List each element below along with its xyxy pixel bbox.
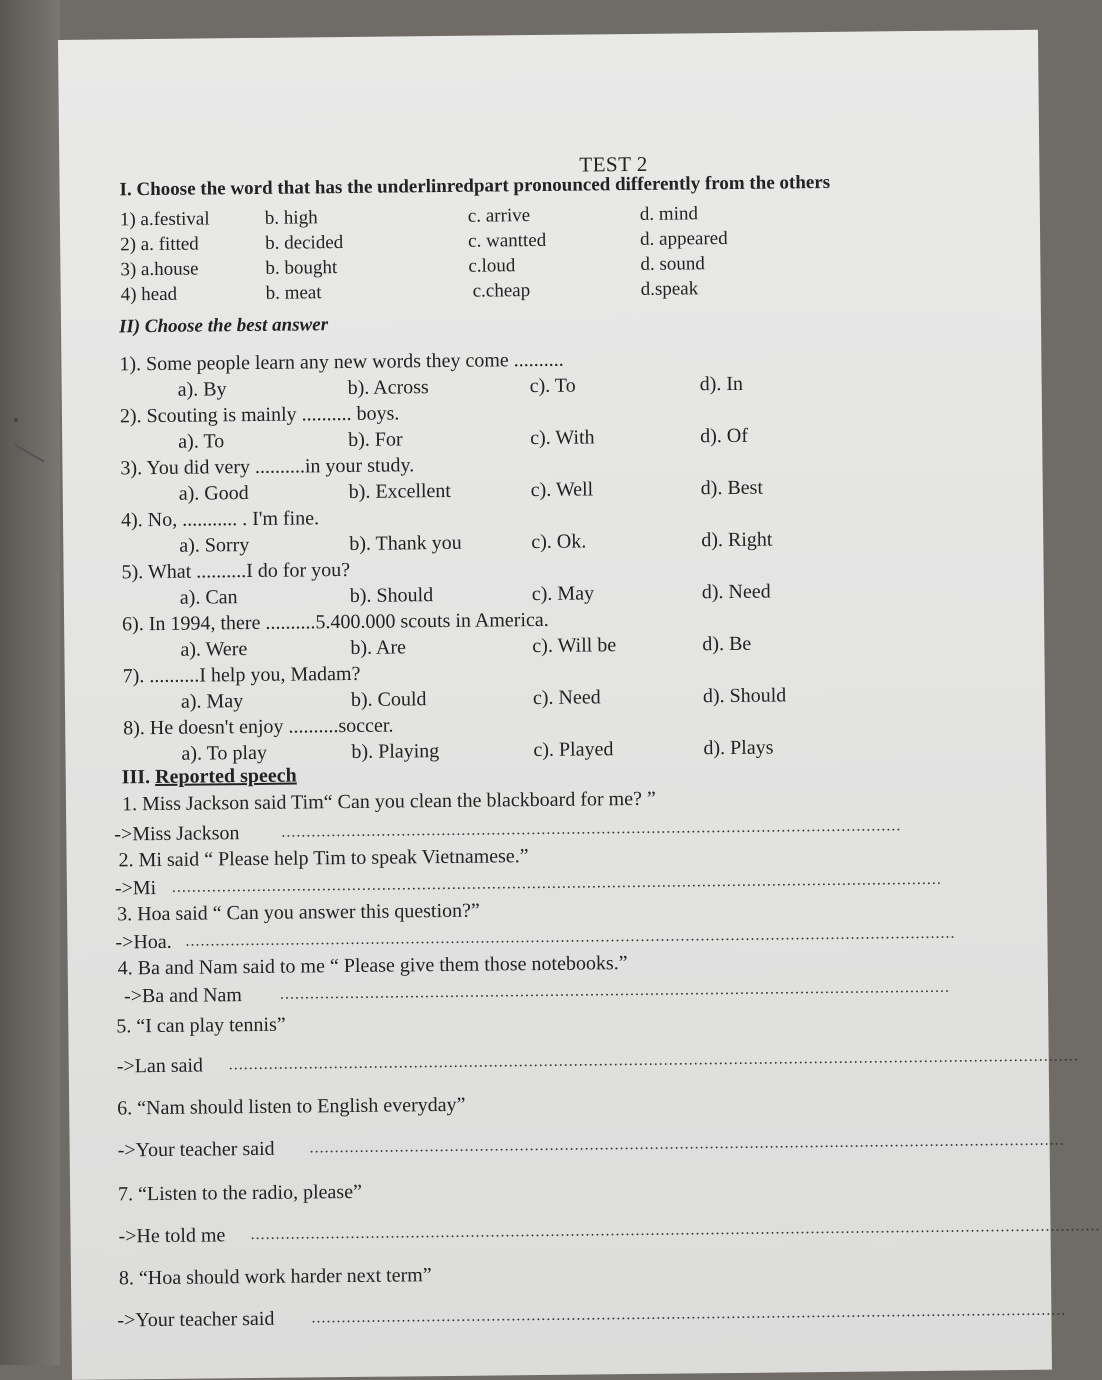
section-3-number: III. [121, 766, 151, 789]
option-d: d.speak [640, 278, 699, 300]
answer-c[interactable]: c). Will be [532, 634, 617, 658]
section-3-heading [122, 765, 297, 790]
answer-d[interactable]: d). Best [700, 476, 764, 500]
sentence: 5. “I can play tennis” [116, 1013, 286, 1038]
answer-b[interactable]: b). Are [350, 636, 407, 659]
option-d: d. mind [639, 203, 699, 225]
option-b: b. high [264, 207, 318, 229]
answer-blank[interactable]: .......................................................................................................................................................... [171, 870, 942, 896]
answer-prompt: ->He told me [118, 1224, 226, 1248]
section-2-heading: II) Choose the best answer [118, 314, 329, 338]
section-1-heading: I. Choose the word that has the underlinredpart pronounced differently from the others [119, 171, 831, 201]
answer-d[interactable]: d). Need [701, 580, 771, 604]
option-c: c.loud [468, 255, 516, 277]
question: 7). ..........I help you, Madam? [122, 662, 361, 688]
answer-d[interactable]: d). Of [700, 424, 749, 448]
answer-blank[interactable]: ....................................................................................................................................................... [309, 1131, 1065, 1157]
option-a: 3) a.house [120, 258, 199, 281]
answer-b[interactable]: b). Should [349, 584, 434, 607]
answer-b[interactable]: b). Playing [351, 740, 440, 763]
answer-blank[interactable]: .......................................................................................................................................................................... [228, 1047, 1079, 1074]
answer-d[interactable]: d). Should [702, 684, 787, 708]
answer-a[interactable]: a). Good [178, 482, 249, 505]
answer-b[interactable]: b). For [348, 428, 403, 451]
option-d: d. appeared [640, 227, 728, 250]
question: 6). In 1994, there ..........5.400.000 scouts in America. [122, 608, 549, 636]
answer-a[interactable]: a). Were [180, 638, 248, 661]
answer-c[interactable]: c). To [529, 374, 576, 398]
left-shadow [0, 0, 60, 1365]
answer-prompt: ->Miss Jackson [114, 822, 240, 846]
answer-c[interactable]: c). Need [532, 686, 601, 710]
answer-blank[interactable]: ....................................................................................................................................................... [311, 1301, 1067, 1327]
answer-a[interactable]: a). Can [179, 586, 238, 609]
sentence: 7. “Listen to the radio, please” [117, 1180, 363, 1206]
answer-b[interactable]: b). Thank you [349, 531, 462, 555]
option-a: 2) a. fitted [120, 233, 199, 256]
answer-prompt: ->Ba and Nam [123, 984, 243, 1008]
answer-prompt: ->Your teacher said [117, 1137, 275, 1162]
option-d: d. sound [640, 253, 705, 275]
answer-prompt: ->Lan said [116, 1054, 204, 1078]
question: 5). What ..........I do for you? [121, 558, 351, 584]
option-b: b. bought [265, 257, 338, 279]
answer-c[interactable]: c). With [530, 426, 595, 450]
answer-c[interactable]: c). Played [533, 738, 614, 762]
worksheet-page [58, 30, 1101, 1380]
answer-blank[interactable]: .......................................................................................................................................................... [185, 924, 956, 950]
answer-prompt: ->Mi [114, 877, 157, 900]
question: 8). He doesn't enjoy ..........soccer. [123, 714, 394, 740]
answer-blank[interactable]: .......................................................................................................................................................................... [250, 1217, 1101, 1244]
option-c: c. arrive [467, 205, 531, 227]
option-a: 1) a.festival [119, 208, 210, 231]
pencil-dot [14, 418, 18, 422]
answer-prompt: ->Your teacher said [117, 1307, 275, 1332]
section-3-title: Reported speech [154, 764, 297, 789]
option-a: 4) head [120, 283, 178, 306]
option-b: b. decided [265, 232, 344, 254]
answer-a[interactable]: a). To play [181, 741, 268, 765]
answer-b[interactable]: b). Excellent [348, 479, 452, 503]
sentence: 1. Miss Jackson said Tim“ Can you clean the blackboard for me? ” [121, 787, 656, 816]
answer-b[interactable]: b). Could [350, 688, 427, 711]
answer-a[interactable]: a). May [180, 690, 244, 713]
option-c: c.cheap [472, 280, 531, 302]
question: 3). You did very ..........in your study. [120, 454, 415, 480]
sentence: 8. “Hoa should work harder next term” [118, 1264, 432, 1290]
sentence: 3. Hoa said “ Can you answer this question?” [117, 899, 480, 926]
question: 4). No, ........... . I'm fine. [120, 507, 320, 532]
sentence: 2. Mi said “ Please help Tim to speak Vietnamese.” [118, 845, 529, 872]
answer-d[interactable]: d). Right [701, 528, 773, 552]
answer-c[interactable]: c). Well [530, 478, 594, 502]
answer-prompt: ->Hoa. [115, 930, 172, 954]
answer-blank[interactable]: ...................................................................................................................................... [279, 978, 951, 1003]
sentence: 6. “Nam should listen to English everyday” [117, 1093, 466, 1120]
option-b: b. meat [265, 282, 322, 304]
page-title: TEST 2 [579, 151, 649, 177]
answer-blank[interactable]: ............................................................................................................................ [281, 817, 902, 841]
answer-c[interactable]: c). Ok. [531, 530, 587, 554]
answer-c[interactable]: c). May [531, 582, 595, 606]
answer-d[interactable]: d). In [699, 372, 744, 396]
answer-b[interactable]: b). Across [347, 376, 429, 399]
answer-d[interactable]: d). Be [702, 632, 752, 656]
answer-a[interactable]: a). By [177, 378, 227, 401]
answer-a[interactable]: a). To [178, 430, 225, 453]
answer-a[interactable]: a). Sorry [179, 534, 250, 557]
question: 2). Scouting is mainly .......... boys. [119, 402, 400, 428]
option-c: c. wantted [468, 229, 547, 252]
sentence: 4. Ba and Nam said to me “ Please give them those notebooks.” [117, 952, 628, 980]
question: 1). Some people learn any new words they come .......... [119, 348, 564, 376]
answer-d[interactable]: d). Plays [703, 736, 774, 760]
